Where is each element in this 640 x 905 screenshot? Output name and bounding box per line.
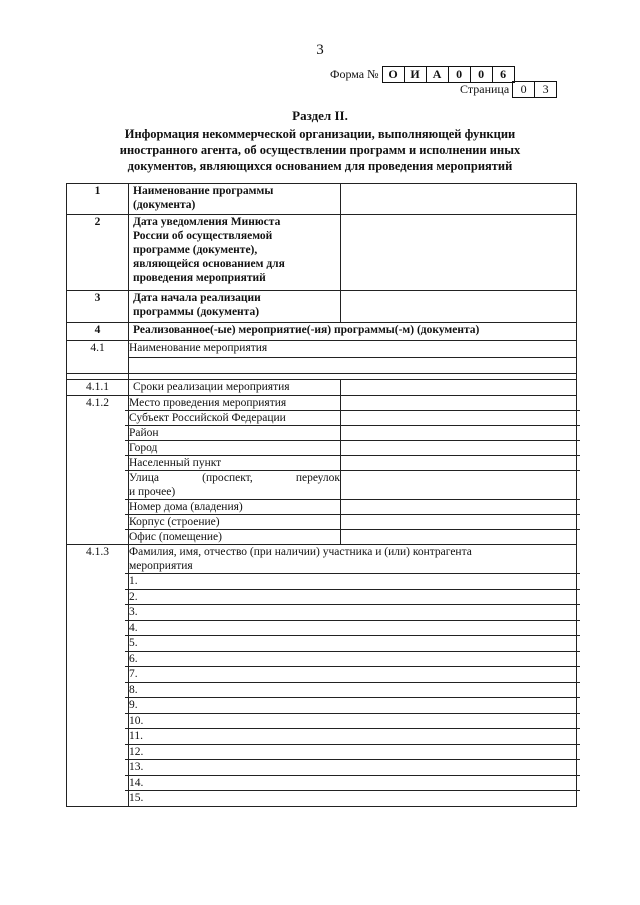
list-item[interactable]: 2. <box>125 589 580 605</box>
value-cell[interactable] <box>341 380 577 396</box>
label-line: Населенный пункт <box>125 455 344 470</box>
label-line: Район <box>125 425 344 440</box>
value-line[interactable] <box>337 499 580 514</box>
value-cell[interactable] <box>341 215 577 291</box>
label-line: Корпус (строение) <box>125 514 344 529</box>
value-cell[interactable] <box>341 291 577 323</box>
list-item[interactable]: 15. <box>125 790 580 806</box>
label-line: программе (документе), <box>133 244 258 256</box>
row-number: 2 <box>67 215 129 291</box>
heading-line: документов, являющихся основанием для проведения мероприятий <box>127 159 513 173</box>
value-line[interactable] <box>337 396 580 410</box>
row-label <box>129 341 577 374</box>
label-line <box>125 470 344 499</box>
table-row <box>67 380 577 396</box>
page-cell: 0 <box>512 81 535 98</box>
row-label <box>129 215 341 291</box>
label-line: Офис (помещение) <box>125 529 344 544</box>
label-line: программы (документа) <box>133 306 260 318</box>
label-line: Место проведения мероприятия <box>129 397 287 409</box>
section-title: Раздел II. <box>292 108 348 123</box>
list-item[interactable]: 8. <box>125 682 580 698</box>
list-item[interactable]: 14. <box>125 775 580 791</box>
form-code-cell: О <box>382 66 405 83</box>
form-code-cell: 0 <box>448 66 471 83</box>
label-line: Субъект Российской Федерации <box>125 410 344 425</box>
table-row <box>67 396 577 545</box>
value-line[interactable] <box>337 455 580 470</box>
row-label <box>129 291 341 323</box>
value-line[interactable] <box>337 410 580 425</box>
value-cell[interactable] <box>341 184 577 215</box>
row-label: Реализованное(-ые) мероприятие(-ия) программы(-м) (документа) <box>129 323 577 341</box>
section-heading <box>80 108 560 174</box>
list-item[interactable]: 3. <box>125 604 580 620</box>
row-number: 1 <box>67 184 129 215</box>
value-line[interactable] <box>337 470 580 499</box>
label-line: Наименование мероприятия <box>129 342 268 354</box>
label-line: Фамилия, имя, отчество (при наличии) участника и (или) контрагента <box>129 546 472 558</box>
label-line: проведения мероприятий <box>133 272 266 284</box>
form-code-cell: 0 <box>470 66 493 83</box>
list-item[interactable]: 6. <box>125 651 580 667</box>
list-item[interactable]: 9. <box>125 697 580 713</box>
list-item[interactable]: 1. <box>125 573 580 589</box>
table-row <box>67 291 577 323</box>
label-line: Дата уведомления Минюста <box>133 216 281 228</box>
label-line: Номер дома (владения) <box>125 499 344 514</box>
list-item[interactable]: 13. <box>125 759 580 775</box>
value-line[interactable] <box>337 529 580 544</box>
list-item[interactable]: 10. <box>125 713 580 729</box>
row-number: 4.1.1 <box>67 380 129 396</box>
table-row <box>67 341 577 374</box>
label-line: мероприятия <box>129 560 193 572</box>
heading-line: иностранного агента, об осуществлении программ и исполнении иных <box>119 143 521 157</box>
label-word: и прочее) <box>129 486 176 498</box>
row-number: 4.1.3 <box>67 545 129 807</box>
label-word: (проспект, <box>202 472 253 484</box>
section-table <box>66 183 577 807</box>
table-row <box>67 545 577 807</box>
row-label <box>129 184 341 215</box>
street-line <box>129 471 340 485</box>
table-row <box>67 215 577 291</box>
row-number: 3 <box>67 291 129 323</box>
value-line[interactable] <box>337 514 580 529</box>
page-label: Страница <box>460 82 510 96</box>
label-line: являющейся основанием для <box>133 258 285 270</box>
heading-line: Информация некоммерческой организации, выполняющей функции <box>124 127 516 141</box>
row-number: 4 <box>67 323 129 341</box>
row-number: 4.1 <box>67 341 129 374</box>
row-label <box>129 396 341 545</box>
label-line: Дата начала реализации <box>133 292 261 304</box>
list-item[interactable]: 7. <box>125 666 580 682</box>
form-code-cell: А <box>426 66 449 83</box>
row-number: 4.1.2 <box>67 396 129 545</box>
page-cell: 3 <box>534 81 557 98</box>
row-label: Сроки реализации мероприятия <box>129 380 341 396</box>
form-label: Форма № <box>330 67 379 81</box>
participants-cell <box>129 545 577 807</box>
label-word: переулок <box>295 472 340 484</box>
label-word: Улица <box>129 472 159 484</box>
label-line: Город <box>125 440 344 455</box>
value-cell <box>341 396 577 545</box>
list-item[interactable]: 11. <box>125 728 580 744</box>
page-indicator <box>460 81 557 98</box>
page-number: 3 <box>316 42 324 58</box>
label-line: (документа) <box>133 199 196 211</box>
list-item[interactable]: 5. <box>125 635 580 651</box>
label-line: Наименование программы <box>133 185 274 197</box>
value-line[interactable] <box>337 440 580 455</box>
list-item[interactable]: 12. <box>125 744 580 760</box>
table-row <box>67 323 577 341</box>
table-row <box>67 184 577 215</box>
form-code-cell: 6 <box>492 66 515 83</box>
form-code-cell: И <box>404 66 427 83</box>
value-line[interactable] <box>129 357 576 373</box>
label-line: России об осуществляемой <box>133 230 273 242</box>
list-item[interactable]: 4. <box>125 620 580 636</box>
value-line[interactable] <box>337 425 580 440</box>
label-line <box>125 545 580 573</box>
